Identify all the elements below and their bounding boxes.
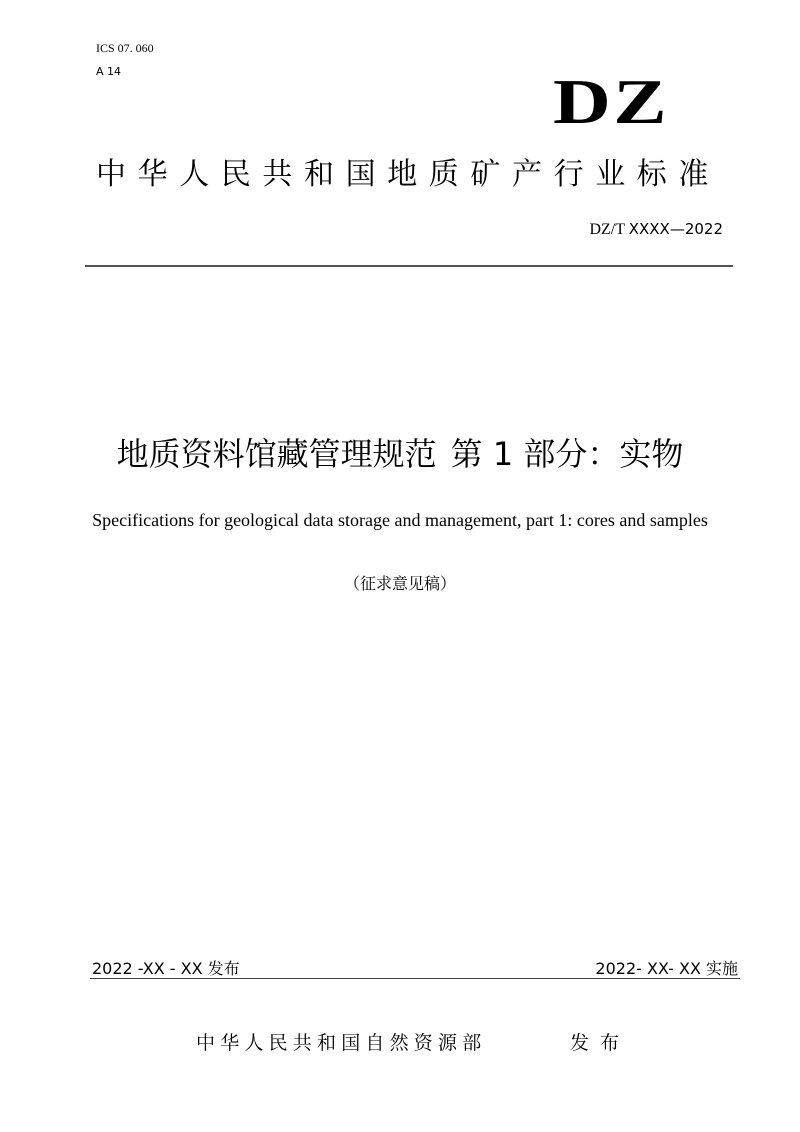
- standard-title: 中华人民共和国地质矿产行业标准: [96, 157, 720, 192]
- standard-code-number: XXXX—2022: [628, 220, 723, 238]
- dz-logo: DZ: [553, 66, 670, 137]
- footer-divider: [90, 978, 740, 979]
- ics-code: ICS 07. 060: [96, 41, 154, 55]
- document-title-main: 地质资料馆藏管理规范: [116, 435, 437, 473]
- standard-code: [589, 219, 723, 240]
- standard-code-prefix: DZ/T: [589, 221, 629, 238]
- header-divider: [85, 265, 733, 267]
- implement-date: 2022- XX- XX 实施: [595, 959, 738, 978]
- classification-code: A 14: [96, 65, 122, 78]
- issued-label: 发布: [570, 1032, 631, 1054]
- english-title: Specifications for geological data storage and management, part 1: cores and samples: [92, 510, 708, 530]
- draft-status: （征求意见稿）: [343, 574, 456, 593]
- issuing-authority: 中华人民共和国自然资源部: [196, 1032, 487, 1054]
- document-title: [0, 432, 800, 476]
- publish-date: 2022 -XX - XX 发布: [92, 959, 240, 978]
- document-title-part: 第 1 部分：实物: [450, 435, 684, 473]
